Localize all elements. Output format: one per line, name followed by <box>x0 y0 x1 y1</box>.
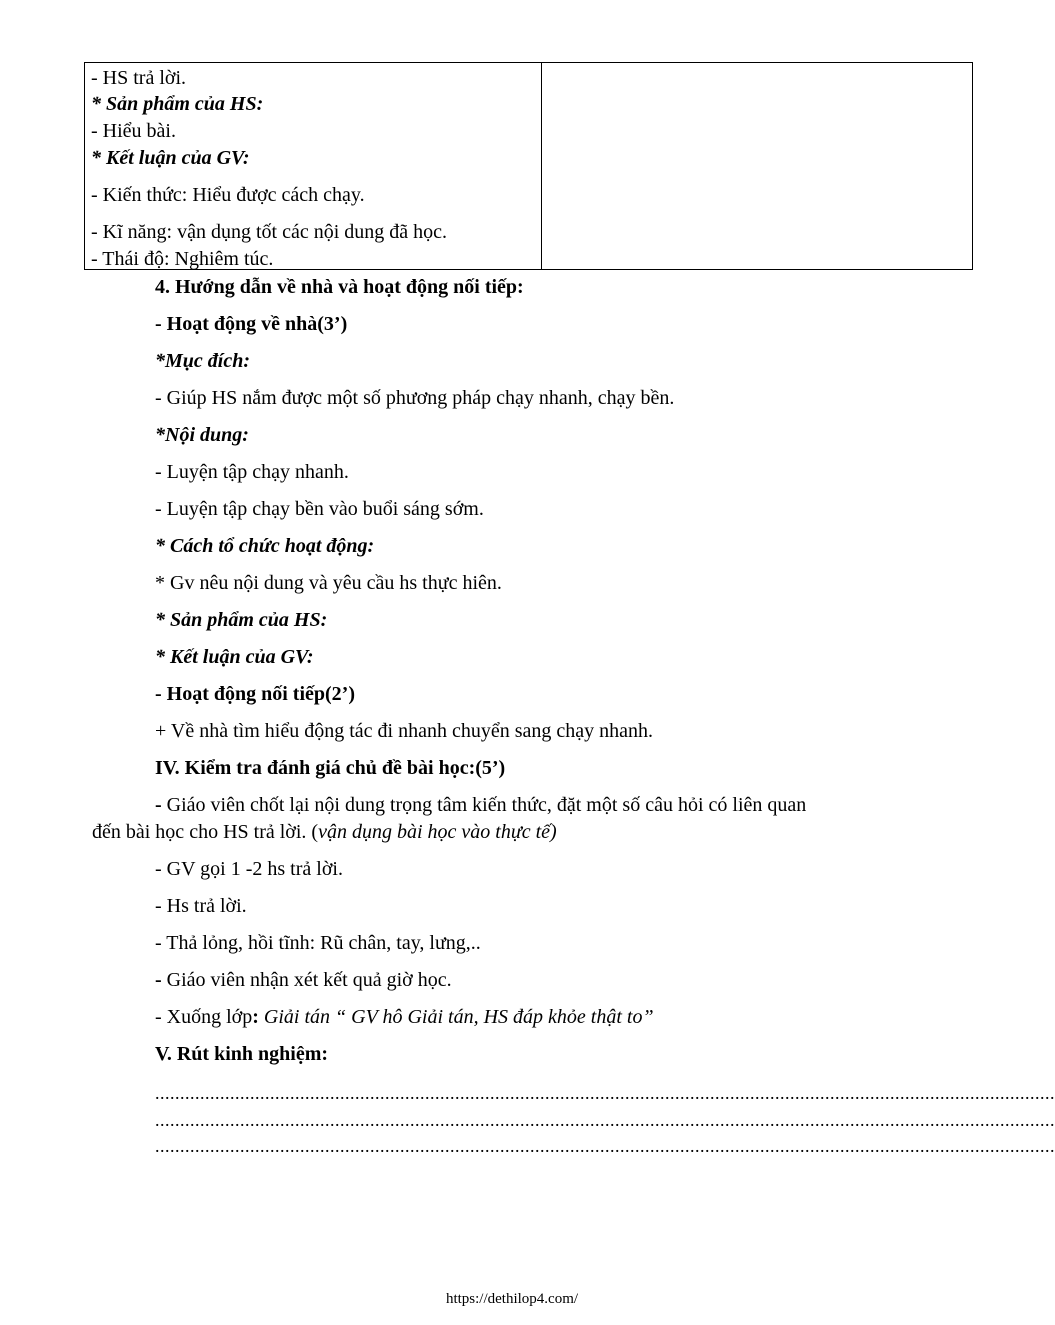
table-line-attitude: - Thái độ: Nghiêm túc. <box>91 248 274 270</box>
organization-label: * Cách tổ chức hoạt động: <box>155 535 375 557</box>
section-iv-item-3: - Thả lỏng, hồi tĩnh: Rũ chân, tay, lưng,.. <box>155 932 481 954</box>
paragraph-line2-italic: vận dụng bài học vào thực tế) <box>318 821 557 843</box>
table-line-understand: - Hiểu bài. <box>91 120 176 142</box>
section-iv-paragraph-line2 <box>92 820 557 844</box>
item-5-text: - Xuống lớp <box>155 1006 253 1028</box>
paragraph-dash: - <box>155 794 162 816</box>
table-line-answer: - HS trả lời. <box>91 67 187 89</box>
section-iv-item-2: - Hs trả lời. <box>155 895 247 917</box>
item-4-text: Giáo viên nhận xét kết quả giờ học. <box>161 969 452 991</box>
section4-heading: 4. Hướng dẫn về nhà và hoạt động nối tiếp: <box>155 276 524 298</box>
item-4-dash: - <box>155 969 162 991</box>
paragraph-line1-text: Giáo viên chốt lại nội dung trọng tâm kiến thức, đặt một số câu hỏi có liên quan <box>161 794 807 816</box>
dotted-line-1: .................................................................................................................................................................................... <box>155 1083 1055 1103</box>
content-label: *Nội dung: <box>155 424 249 446</box>
table-line-knowledge: - Kiến thức: Hiểu được cách chạy. <box>91 184 365 206</box>
paragraph-line2-text: đến bài học cho HS trả lời. ( <box>92 821 319 843</box>
content-item-1: - Luyện tập chạy nhanh. <box>155 461 349 483</box>
table-line-skill: - Kĩ năng: vận dụng tốt các nội dung đã học. <box>91 221 448 243</box>
purpose-text: - Giúp HS nắm được một số phương pháp chạy nhanh, chạy bền. <box>155 387 675 409</box>
continue-activity-label: - Hoạt động nối tiếp(2’) <box>155 683 355 705</box>
purpose-label: *Mục đích: <box>155 350 250 372</box>
table-column-divider <box>541 63 542 269</box>
organization-text: * Gv nêu nội dung và yêu cầu hs thực hiên. <box>155 572 502 594</box>
item-5-italic: Giải tán “ GV hô Giải tán, HS đáp khỏe thật to” <box>258 1006 654 1028</box>
footer-url: https://dethilop4.com/ <box>445 1291 579 1307</box>
section-iv-item-5 <box>155 1005 654 1029</box>
product-label: * Sản phẩm của HS: <box>155 609 328 631</box>
home-activity-label: - Hoạt động về nhà(3’) <box>155 313 348 335</box>
section-iv-item-1: - GV gọi 1 -2 hs trả lời. <box>155 858 343 880</box>
table-line-product-label: * Sản phẩm của HS: <box>91 93 264 115</box>
item-5-colon: : <box>252 1006 259 1028</box>
continue-activity-text: + Về nhà tìm hiểu động tác đi nhanh chuyển sang chạy nhanh. <box>155 720 654 742</box>
dotted-line-3: .................................................................................................................................................................................... <box>155 1136 1055 1156</box>
dotted-line-2: .................................................................................................................................................................................... <box>155 1110 1055 1130</box>
table-line-conclusion-label: * Kết luận của GV: <box>91 147 250 169</box>
content-item-2: - Luyện tập chạy bền vào buổi sáng sớm. <box>155 498 484 520</box>
section-iv-heading: IV. Kiểm tra đánh giá chủ đề bài học:(5’) <box>155 757 506 779</box>
conclusion-label: * Kết luận của GV: <box>155 646 314 668</box>
section-iv-item-4 <box>155 968 452 992</box>
section-v-heading: V. Rút kinh nghiệm: <box>155 1043 329 1065</box>
section-iv-paragraph-line1 <box>155 793 806 817</box>
activity-table <box>84 62 973 270</box>
